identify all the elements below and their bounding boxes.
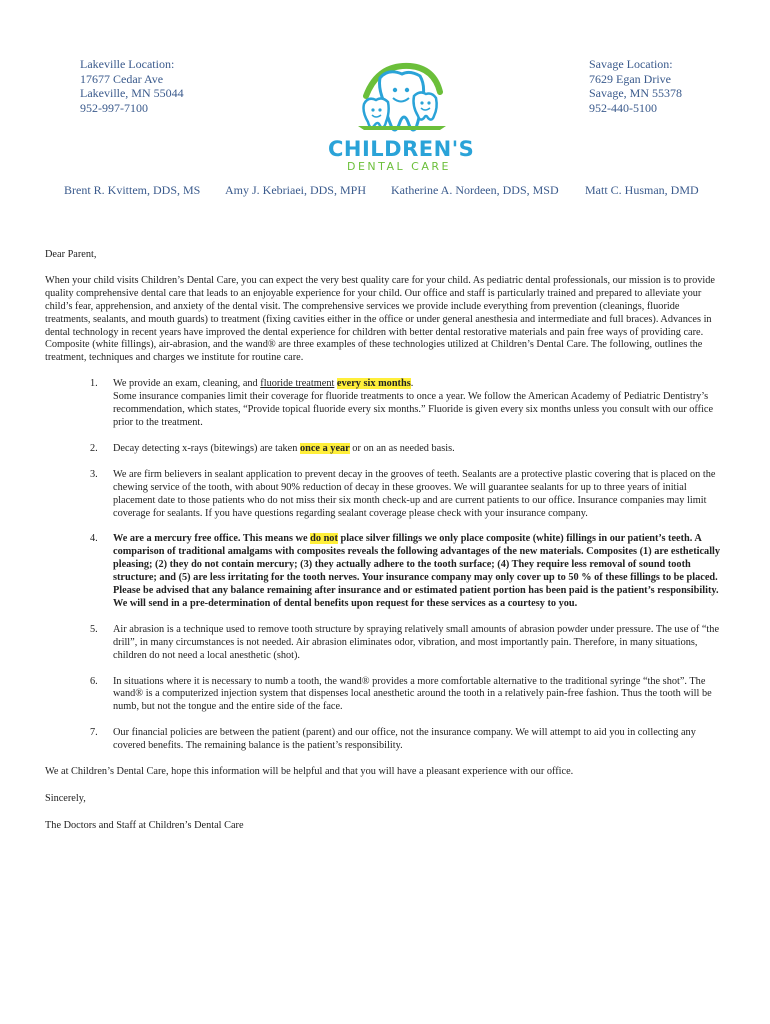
item-number: 6. xyxy=(90,675,98,687)
list-item xyxy=(45,676,725,715)
closing-paragraph: We at Children’s Dental Care, hope this information will be helpful and that you will have a pleasant experience with our office. xyxy=(45,766,574,778)
signoff: Sincerely, xyxy=(45,793,86,804)
item-text: In situations where it is necessary to numb a tooth, the wand® provides a more comfortable alternative to the traditional syringe “the shot”. The wand® is a computerized injection system that dispenses local anesthetic around the tooth in a relatively pain-free fashion. Thus the tooth will be numb, but not the tongue and the entire side of the face. xyxy=(113,675,712,713)
item-text: . xyxy=(410,378,414,390)
item-detail: Some insurance companies limit their coverage for fluoride treatments to once a year. We follow the American Academy of Pediatric Dentistry’s recommendation, which states, “Provide topical fluoride every six months.” Fluoride is given every six months unless you consult with our office prior to the treatment. xyxy=(113,391,714,428)
item-text: or on an as needed basis. xyxy=(349,442,455,454)
item-number: 7. xyxy=(90,727,98,739)
intro-paragraph: When your child visits Children’s Dental Care, you can expect the very best quality care for your child. As pediatric dental professionals, our mission is to provide quality comprehensive dental care that leads to an enjoyable experience for your child. Our office and staff is particularly trained and prepared to alleviate your child’s fear, apprehension, and anxiety of the dental visit. The comprehensive services we provide include everything from prevention (cleanings, fluoride treatments, sealants, and mouth guards) to treatment (fixing cavities either in the office or under general anesthesia and intermediate and full braces). Advances in dental technology in recent years have improved the dental experience for children with better dental restorative materials and pain free ways of providing care. Composite (white fillings), air-abrasion, and the wand® are three examples of these technologies utilized at Children’s Dental Care. The following, outlines the treatment, techniques and charges we institute for routine care. xyxy=(45,274,715,364)
doctor-name: Matt C. Husman, DMD xyxy=(585,183,699,197)
item-text: We provide an exam, cleaning, and xyxy=(113,378,261,390)
item-number: 1. xyxy=(90,378,98,390)
list-item xyxy=(45,469,725,521)
signature: The Doctors and Staff at Children’s Dental Care xyxy=(45,819,244,831)
savage-street: 7629 Egan Drive xyxy=(589,71,671,86)
lakeville-title: Lakeville Location: xyxy=(80,57,175,71)
doctor-name: Brent R. Kvittem, DDS, MS xyxy=(64,183,201,197)
list-item xyxy=(45,378,725,430)
lakeville-address xyxy=(80,57,184,115)
item-highlight: do not xyxy=(310,533,338,545)
item-highlight: once a year xyxy=(299,442,350,454)
item-highlight: every six months xyxy=(336,378,411,390)
item-number: 5. xyxy=(90,623,98,635)
letter-body xyxy=(45,249,725,833)
doctors-list xyxy=(0,183,770,199)
logo-title: CHILDREN'S xyxy=(328,137,475,161)
logo-subtitle: DENTAL CARE xyxy=(347,160,451,173)
doctor-name: Katherine A. Nordeen, DDS, MSD xyxy=(391,183,559,197)
savage-title: Savage Location: xyxy=(589,57,673,71)
savage-city: Savage, MN 55378 xyxy=(589,86,682,101)
lakeville-phone: 952-997-7100 xyxy=(80,100,148,115)
item-number: 4. xyxy=(90,533,98,545)
item-text: Air abrasion is a technique used to remove tooth structure by spraying relatively small amounts of abrasion powder under pressure. The use of “the drill”, in many circumstances is not needed. Air abrasion eliminates odor, vibration, and most importantly pain. Therefore, in many situations, children do not need a local anesthetic (shot). xyxy=(113,623,720,661)
doctor-name: Amy J. Kebriaei, DDS, MPH xyxy=(225,183,366,197)
item-text: Our financial policies are between the patient (parent) and our office, not the insurance company. We will attempt to aid you in collecting any covered benefits. The remaining balance is the patient’s responsibility. xyxy=(113,727,696,752)
lakeville-city: Lakeville, MN 55044 xyxy=(80,86,184,101)
list-item xyxy=(45,533,725,610)
item-text: We are firm believers in sealant application to prevent decay in the grooves of teeth. Sealants are a protective plastic covering that is placed on the chewing service of the tooth, with about 90% reduction of decay in these grooves. We will guarantee sealants for up to three years of initial placement date to those patients who do not miss their six month check-up and are current patients to our office. Insurance companies may limit coverage for sealants. If you have questions regarding sealant coverage please check with your insurance company. xyxy=(113,468,716,519)
list-item xyxy=(45,443,725,456)
item-text: We are a mercury free office. This means we xyxy=(113,533,311,545)
item-number: 2. xyxy=(90,442,98,454)
savage-address xyxy=(589,57,682,115)
item-text: Decay detecting x-rays (bitewings) are taken xyxy=(113,442,300,454)
item-text: place silver fillings we only place composite (white) fillings in our patient’s teeth. A comparison of traditional amalgams with composites reveals the following advantages of the new materials. Composites (1) are esthetically pleasing; (2) they do not contain mercury; (3) they actually adhere to the tooth surface; (4) They require less removal of sound tooth structure; and (5) are less irritating for the tooth nerves. Your insurance company may only cover up to 50 % of these fillings to be placed. Please be advised that any balance remaining after insurance and or estimated patient portion has been paid is the patient’s responsibility. We will send in a pre-determination of dental benefits upon request for these services as a courtesy to you. xyxy=(113,533,721,609)
treatment-list xyxy=(45,378,725,753)
item-underlined: fluoride treatment xyxy=(260,378,335,390)
salutation: Dear Parent, xyxy=(45,249,97,260)
item-number: 3. xyxy=(90,468,98,480)
list-item xyxy=(45,624,725,663)
list-item xyxy=(45,727,725,753)
lakeville-street: 17677 Cedar Ave xyxy=(80,71,164,86)
savage-phone: 952-440-5100 xyxy=(589,100,657,115)
